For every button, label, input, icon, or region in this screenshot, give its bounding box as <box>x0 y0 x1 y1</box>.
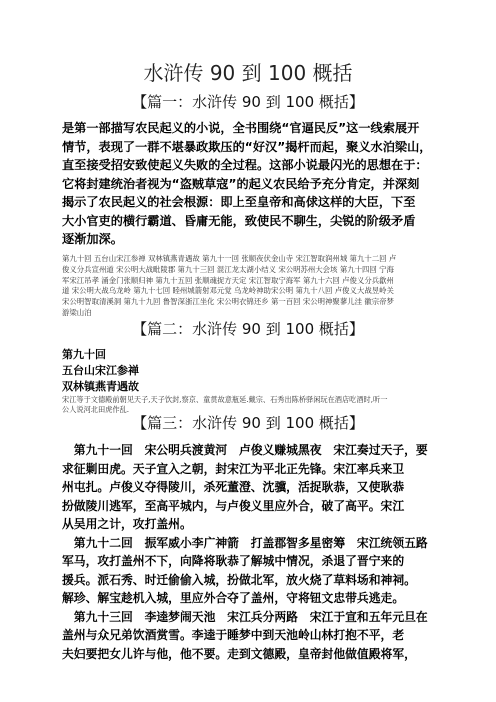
chapter-list-line: 道 宋公明大战乌龙岭 第九十七回 睦州城箭射邓元觉 乌龙岭神助宋公明 第九十八回 卢俊义大战昱岭关 <box>62 286 394 296</box>
paragraph-line: 大小官吏的横行霸道、昏庸无能，致使民不聊生，尖锐的阶级矛盾 <box>62 213 416 228</box>
paragraph-line: 解珍、解宝趁机入城，里应外合夺了盖州，守将钮文忠带兵逃走。 <box>62 591 405 605</box>
paragraph-line: 逐渐加深。 <box>62 232 123 246</box>
paragraph-line: 扮做陵川逃军，至高平城内，与卢俊义里应外合，破了高平。宋江 <box>62 498 405 513</box>
paragraph-line: 求征剿田虎。天子宣入之朝，封宋江为平北正先锋。宋江率兵来卫 <box>62 461 405 476</box>
section2-heading: 【篇二：水浒传 90 到 100 概括】 <box>132 320 364 338</box>
paragraph-line: 直至接受招安致使起义失败的全过程。这部小说最闪光的思想在于： <box>62 158 428 172</box>
chapter-list-line: 军宋江吊孝 涌金门张顺归神 第九十五回 张顺魂捉方天定 宋江智取宁海军 第九十六回 卢俊义分兵歙州 <box>62 275 394 285</box>
chapter-summary-line: 宋江等于文德殿前朝见天子,天子饮封,察京、童贯故意瓶延.戴宗、石秀出陈桥驿闲玩在酒店吃酒时,听一 <box>62 395 388 404</box>
chapter-title: 五台山宋江参禅 <box>62 364 139 377</box>
chapter-title: 双林镇燕青遇故 <box>62 380 139 393</box>
chapter-summary-line: 公人说河北田虎作乱. <box>62 405 129 414</box>
paragraph-line: 盖州与众兄弟饮酒赏雪。李逵于睡梦中到天池岭山林打抱不平，老 <box>62 628 405 642</box>
paragraph-line: 第九十一回 宋公明兵渡黄河 卢俊义赚城黑夜 宋江奏过天子，要 <box>62 443 428 457</box>
paragraph-line: 军马，攻打盖州不下，向降将耿恭了解城中情况，杀退了晋宁来的 <box>62 554 405 568</box>
chapter-list-line: 宋公明智取清溪洞 第九十九回 鲁智深浙江坐化 宋公明衣锦还乡 第一百回 宋公明神聚蓼儿洼 徽宗帝梦 <box>62 297 394 307</box>
chapter-list-line: 俊义分兵宣州道 宋公明大战毗陵郡 第九十三回 混江龙太湖小结义 宋公明苏州大会垓 第九十四回 宁海 <box>62 264 394 274</box>
paragraph-line: 州屯扎。卢俊义夺得陵川，杀死董澄、沈骥，活捉耿恭，又使耿恭 <box>62 480 405 494</box>
paragraph-line: 从吴用之计，攻打盖州。 <box>62 517 192 531</box>
paragraph-line: 第九十三回 李逵梦闹天池 宋江兵分两路 宋江于宣和五年元旦在 <box>62 609 428 624</box>
chapter-list <box>62 254 442 319</box>
paragraph-line: 援兵。派石秀、时迁偷偷入城，扮做北军，放火烧了草料场和神祠。 <box>62 572 416 587</box>
paragraph-line: 它将封建统治者视为“盗贼草寇”的起义农民给予充分肯定，并深刻 <box>62 176 420 191</box>
paragraph-line: 夫妇要把女儿许与他，他不要。走到文德殿，皇帝封他做值殿将军， <box>62 646 416 661</box>
section1-paragraph <box>62 119 442 249</box>
chapter-list-line: 游梁山泊 <box>62 307 92 317</box>
chapter-number: 第九十回 <box>62 348 106 361</box>
chapter-list-line: 第九十回 五台山宋江参禅 双林镇燕青遇故 第九十一回 张顺夜伏金山寺 宋江智取润州城 第九十二回 卢 <box>62 254 397 263</box>
section3-heading: 【篇三：水浒传 90 到 100 概括】 <box>132 414 364 432</box>
section3-paragraph <box>62 441 442 663</box>
paragraph-line: 情节，表现了一群不堪暴政欺压的“好汉”揭杆而起，聚义水泊梁山， <box>62 139 432 154</box>
paragraph-line: 揭示了农民起义的社会根源：即上至皇帝和高俅这样的大臣，下至 <box>62 195 416 209</box>
section1-heading: 【篇一：水浒传 90 到 100 概括】 <box>132 93 364 111</box>
document-title: 水浒传 90 到 100 概括 <box>143 61 353 85</box>
section2-content <box>62 347 442 415</box>
paragraph-line: 是第一部描写农民起义的小说，全书围绕“官逼民反”这一线索展开 <box>62 121 420 135</box>
paragraph-line: 第九十二回 振军威小李广神箭 打盖郡智多星密筹 宋江统领五路 <box>62 535 428 550</box>
